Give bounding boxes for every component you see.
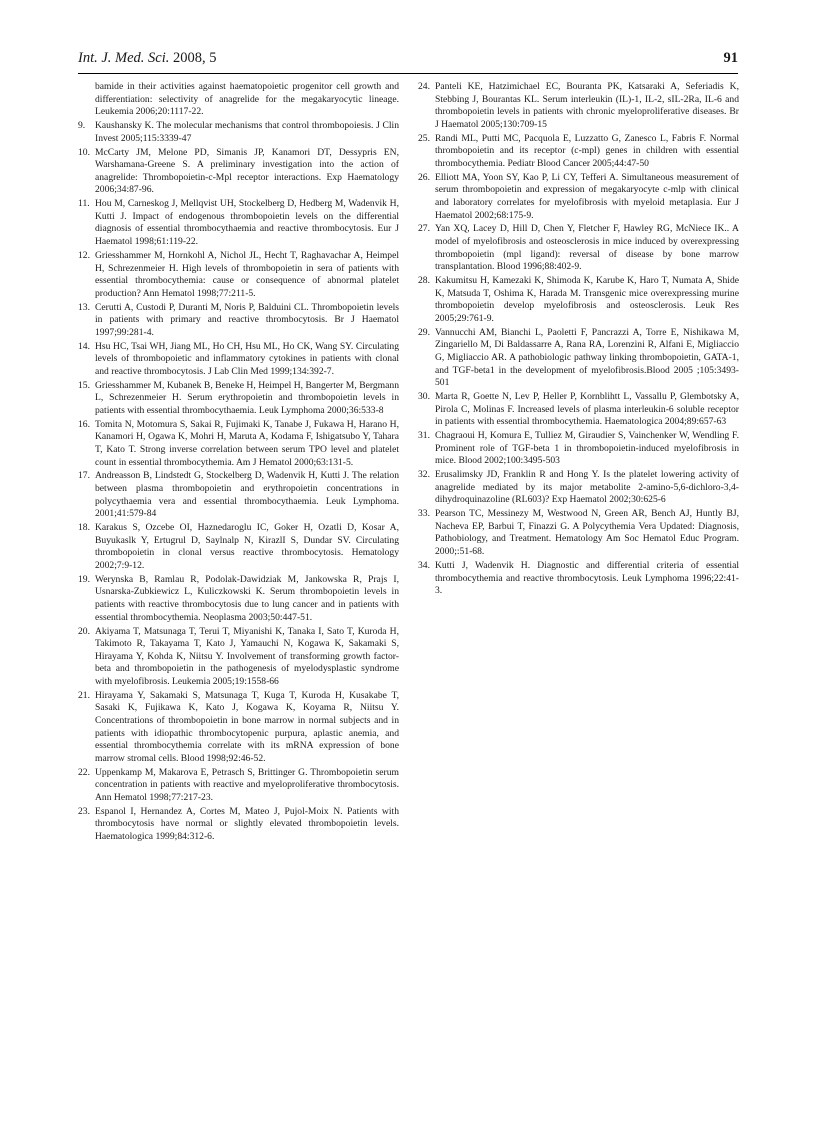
reference-number: 17. xyxy=(78,470,90,482)
reference-text: Hirayama Y, Sakamaki S, Matsunaga T, Kuga T, Kuroda H, Kusakabe T, Sasaki K, Fujikawa K, Kato J, Kogawa K, Koyama R, Niitsu Y. Concentrations of thrombopoietin in bone marrow in normal subjects and in patients with idiopathic thrombocytopenic purpura, aplastic anemia, and essential thrombocythemia correlate with its mRNA expression of bone marrow stromal cells. Blood 1998;92:46-52. xyxy=(95,689,399,764)
reference-number: 16. xyxy=(78,418,90,430)
reference-text: Marta R, Goette N, Lev P, Heller P, Kornblihtt L, Vassallu P, Glembotsky A, Pirola C, Molinas F. Increased levels of plasma interleukin-6 soluble receptor in patients with essential thrombocythemia. Haematologica 2004;89:657-63 xyxy=(435,391,739,428)
reference-text: Akiyama T, Matsunaga T, Terui T, Miyanishi K, Tanaka I, Sato T, Kuroda H, Takimoto R, Takayama T, Kato J, Yamauchi N, Kogawa K, Sakamaki S, Hirayama Y, Kohda K, Niitsu Y. Involvement of transforming growth factor-beta and thrombopoietin in the pathogenesis of myelodysplastic syndrome with myelofibrosis. Leukemia 2005;19:1558-66 xyxy=(95,625,399,687)
reference-entry xyxy=(78,690,399,766)
reference-entry xyxy=(78,626,399,689)
reference-number: 20. xyxy=(78,625,90,637)
reference-entry xyxy=(418,469,739,507)
reference-number: 24. xyxy=(418,81,430,92)
reference-text: Elliott MA, Yoon SY, Kao P, Li CY, Tefferi A. Simultaneous measurement of serum thrombopoietin and expression of megakaryocyte c-mlp with clinical and laboratory correlates for myelofibrosis with myeloid metaplasia. Eur J Haematol 2002;68:175-9. xyxy=(435,171,739,221)
header-rule xyxy=(78,73,738,74)
reference-entry xyxy=(418,430,739,468)
reference-entry xyxy=(78,302,399,340)
reference-number: 21. xyxy=(78,689,90,701)
reference-number: 10. xyxy=(78,146,90,158)
reference-text: Griesshammer M, Kubanek B, Beneke H, Heimpel H, Bangerter M, Bergmann L, Schrezenmeier H. Serum erythropoietin and thrombopoietin levels in patients with essential thrombocythaemia. Leuk Lymphoma 2000;36:533-8 xyxy=(95,379,399,416)
reference-text: Andreasson B, Lindstedt G, Stockelberg D, Wadenvik H, Kutti J. The relation between plasma thrombopoietin and erythropoietin concentrations in polycythaemia vera and essential thrombocythaemia. Leuk Lymphoma. 2001;41:579-84 xyxy=(95,470,399,520)
reference-text: Hou M, Carneskog J, Mellqvist UH, Stockelberg D, Hedberg M, Wadenvik H, Kutti J. Impact of endogenous thrombopoietin levels on the differential diagnosis of essential thrombocythaemia and reactive thrombocytosis. Eur J Haematol 1998;61:119-22. xyxy=(95,198,399,248)
reference-text: Randi ML, Putti MC, Pacquola E, Luzzatto G, Zanesco L, Fabris F. Normal thrombopoietin and its receptor (c-mpl) genes in children with essential thrombocythemia. Pediatr Blood Cancer 2005;44:47-50 xyxy=(435,132,739,169)
reference-number: 30. xyxy=(418,391,430,403)
reference-text: Kakumitsu H, Kamezaki K, Shimoda K, Karube K, Haro T, Numata A, Shide K, Matsuda T, Oshima K, Harada M. Transgenic mice overexpressing murine thrombopoietin develop myelofibrosis and osteosclerosis. Leuk Res 2005;29:761-9. xyxy=(435,275,739,324)
reference-entry xyxy=(418,275,739,325)
reference-number: 25. xyxy=(418,132,430,144)
reference-entry xyxy=(418,223,739,273)
journal-name: Int. J. Med. Sci. xyxy=(78,50,170,66)
reference-number: 27. xyxy=(418,223,430,235)
references-left-column xyxy=(78,81,399,845)
reference-entry xyxy=(78,767,399,805)
reference-entry xyxy=(78,380,399,418)
reference-number: 22. xyxy=(78,766,90,778)
reference-number: 31. xyxy=(418,430,430,442)
references-right-column xyxy=(418,81,739,599)
reference-entry xyxy=(418,560,739,598)
reference-entry xyxy=(78,470,399,520)
reference-entry xyxy=(418,391,739,429)
reference-entry xyxy=(78,198,399,248)
reference-text: Kutti J, Wadenvik H. Diagnostic and differential criteria of essential thrombocythemia and reactive thrombocytosis. Leuk Lymphoma 1996;22:41-3. xyxy=(435,559,739,597)
reference-number: 9. xyxy=(78,120,86,132)
reference-entry xyxy=(78,81,399,119)
reference-number: 13. xyxy=(78,301,90,313)
reference-text: Yan XQ, Lacey D, Hill D, Chen Y, Fletcher F, Hawley RG, McNiece IK.. A model of myelofibrosis and osteosclerosis in mice induced by overexpressing thrombopoietin (mpl ligand): reversal of disease by bone marrow transplantation. Blood 1996;88:402-9. xyxy=(435,223,739,273)
reference-number: 19. xyxy=(78,573,90,585)
reference-entry xyxy=(418,508,739,558)
reference-number: 32. xyxy=(418,469,430,481)
reference-number: 11. xyxy=(78,198,90,210)
reference-text: Werynska B, Ramlau R, Podolak-Dawidziak M, Jankowska R, Prajs I, Usnarska-Zubkiewicz L, Kuliczkowski K. Serum thrombopoietin levels in patients with reactive thrombocytosis due to lung cancer and in patients with essential thrombocythemia. Neoplasma 2003;50:447-51. xyxy=(95,573,399,623)
reference-text: McCarty JM, Melone PD, Simanis JP, Kanamori DT, Dessypris EN, Warshamana-Greene S. A preliminary investigation into the action of anagrelide: Thrombopoietin-c-Mpl receptor interactions. Exp Haematology 2006;34:87-96. xyxy=(95,146,399,196)
reference-number: 23. xyxy=(78,805,90,817)
reference-number: 33. xyxy=(418,508,430,520)
reference-text: Vannucchi AM, Bianchi L, Paoletti F, Pancrazzi A, Torre E, Nishikawa M, Zingariello M, Di Baldassarre A, Rana RA, Lorenzini R, Alfani E, Migliaccio G, Migliaccio AR. A pathobiologic pathway linking thrombopoietin, GATA-1, and TGF-beta1 in the development of myelofibrosis.Blood 2005 ;105:3493-501 xyxy=(435,326,739,389)
reference-text: Uppenkamp M, Makarova E, Petrasch S, Brittinger G. Thrombopoietin serum concentration in patients with reactive and myeloproliferative thrombocytosis. Ann Hematol 1998;77:217-23. xyxy=(95,766,399,803)
reference-text: Chagraoui H, Komura E, Tulliez M, Giraudier S, Vainchenker W, Wendling F. Prominent role of TGF-beta 1 in thrombopoietin-induced myelofibrosis in mice. Blood 2002;100:3495-503 xyxy=(435,430,739,467)
reference-entry xyxy=(418,81,739,131)
reference-entry xyxy=(418,172,739,222)
reference-number: 29. xyxy=(418,326,430,338)
reference-number: 26. xyxy=(418,171,430,183)
reference-text: Karakus S, Ozcebe OI, Haznedaroglu IC, Goker H, Ozatli D, Kosar A, Buyukaslk Y, Ertugrul D, Saylnalp N, KirazlI S, Dundar SV. Circulating thrombopoietin in clonal versus reactive thrombocytosis. Hematology 2002;7:9-12. xyxy=(95,522,399,571)
reference-text: Hsu HC, Tsai WH, Jiang ML, Ho CH, Hsu ML, Ho CK, Wang SY. Circulating levels of thrombopoietic and inflammatory cytokines in patients with clonal and reactive thrombocytosis. J Lab Clin Med 1999;134:392-7. xyxy=(95,340,399,377)
running-header xyxy=(78,50,738,72)
journal-year-volume: 2008, 5 xyxy=(169,50,217,66)
reference-text: Panteli KE, Hatzimichael EC, Bouranta PK, Katsaraki A, Seferiadis K, Stebbing J, Bourantas KL. Serum interleukin (IL)-1, IL-2, sIL-2Ra, IL-6 and thrombopoietin levels in patients with chronic myeloproliferative diseases. Br J Haematol 2005;130:709-15 xyxy=(435,81,739,130)
page-number: 91 xyxy=(723,50,738,66)
reference-entry xyxy=(78,574,399,624)
reference-entry xyxy=(78,419,399,469)
reference-number: 12. xyxy=(78,249,90,261)
reference-text: Cerutti A, Custodi P, Duranti M, Noris P, Balduini CL. Thrombopoietin levels in patients with primary and reactive thrombocytosis. Br J Haematol 1997;99:281-4. xyxy=(95,301,399,338)
reference-entry xyxy=(78,147,399,197)
reference-entry xyxy=(418,133,739,171)
reference-text: bamide in their activities against haematopoietic progenitor cell growth and differentiation: selectivity of anagrelide for the megakaryocytic lineage. Leukemia 2006;20:1117-22. xyxy=(95,81,399,118)
reference-text: Espanol I, Hernandez A, Cortes M, Mateo J, Pujol-Moix N. Patients with thrombocytosis have normal or slightly elevated thrombopoietin levels. Haematologica 1999;84:312-6. xyxy=(95,805,399,842)
reference-entry xyxy=(78,522,399,572)
reference-number: 18. xyxy=(78,522,90,534)
reference-entry xyxy=(78,250,399,300)
reference-entry xyxy=(78,341,399,379)
reference-text: Tomita N, Motomura S, Sakai R, Fujimaki K, Tanabe J, Fukawa H, Harano H, Kanamori H, Ogawa K, Mohri H, Maruta A, Kodama F, Ishigatsubo Y, Tahara T, Kato T. Strong inverse correlation between serum TPO level and platelet count in essential thrombocythemia. Am J Hematol 2000;63:131-5. xyxy=(95,418,399,468)
reference-entry xyxy=(78,120,399,145)
reference-entry xyxy=(78,806,399,844)
reference-text: Kaushansky K. The molecular mechanisms that control thrombopoiesis. J Clin Invest 2005;115:3339-47 xyxy=(95,120,399,144)
reference-text: Erusalimsky JD, Franklin R and Hong Y. Is the platelet lowering activity of anagrelide mediated by its major metabolite 2-amino-5,6-dichloro-3,4-dihydroquinazoline (RL603)? Exp Haematol 2002;30:625-6 xyxy=(435,469,739,506)
reference-number: 14. xyxy=(78,340,90,352)
reference-text: Pearson TC, Messinezy M, Westwood N, Green AR, Bench AJ, Huntly BJ, Nacheva EP, Barbui T, Finazzi G. A Polycythemia Vera Updated: Diagnosis, Pathobiology, and Treatment. Hematology Am Soc Hematol Educ Program. 2000;:51-68. xyxy=(435,508,739,558)
reference-number: 28. xyxy=(418,275,430,287)
reference-number: 34. xyxy=(418,559,430,571)
journal-citation xyxy=(78,50,217,67)
reference-text: Griesshammer M, Hornkohl A, Nichol JL, Hecht T, Raghavachar A, Heimpel H, Schrezenmeier H. High levels of thrombopoietin in sera of patients with essential thrombocythemia: cause or consequence of abnormal platelet production? Ann Hematol 1998;77:211-5. xyxy=(95,249,399,299)
reference-number: 15. xyxy=(78,379,90,391)
reference-entry xyxy=(418,327,739,390)
